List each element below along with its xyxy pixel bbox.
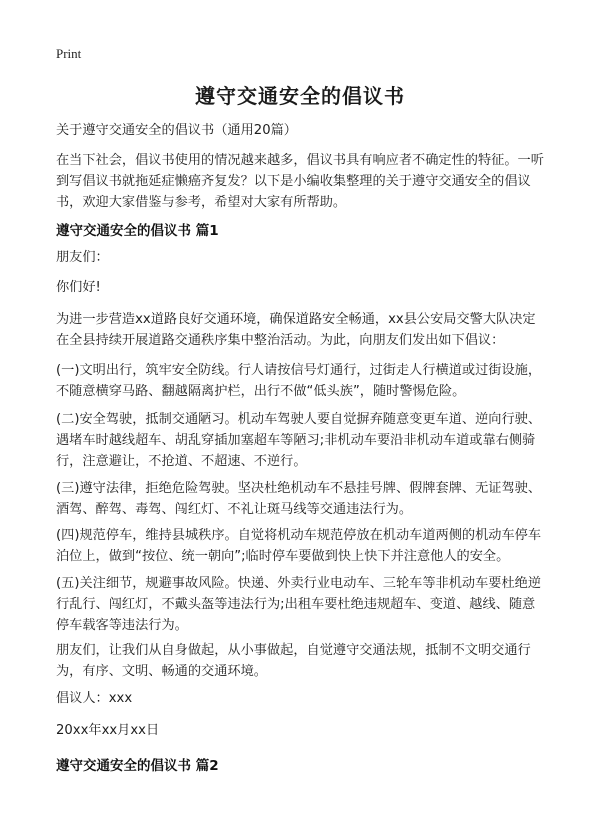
subtitle: 关于遵守交通安全的倡议书（通用20篇） [56,123,297,138]
article1-heading: 遵守交通安全的倡议书 篇1 [56,223,219,239]
article1-date: 20xx年xx月xx日 [56,723,160,738]
page-title: 遵守交通安全的倡议书 [195,84,405,108]
article2-heading: 遵守交通安全的倡议书 篇2 [56,758,219,774]
article1-paragraph-6: (五)关注细节，规避事故风险。快递、外卖行业电动车、三轮车等非机动车要杜绝逆行乱行、闯红灯，不戴头盔等违法行为;出租车要杜绝违规超车、变道、越线、随意停车载客等违法行为。 [56,576,542,633]
intro-paragraph: 在当下社会，倡议书使用的情况越来越多，倡议书具有响应者不确定性的特征。一听到写倡议书就拖延症懒癌齐复发？以下是小编收集整理的关于遵守交通安全的倡议书，欢迎大家借鉴与参考，希望对大家有所帮助。 [56,153,544,210]
article1-paragraph-1: 为进一步营造xx道路良好交通环境，确保道路安全畅通，xx县公安局交警大队决定在全县持续开展道路交通秩序集中整治活动。为此，向朋友们发出如下倡议： [56,312,536,348]
article1-paragraph-7: 朋友们，让我们从自身做起，从小事做起，自觉遵守交通法规，抵制不文明交通行为，有序、文明、畅通的交通环境。 [56,643,531,679]
print-link[interactable]: Print [56,46,82,61]
article1-paragraph-2: (一)文明出行，筑牢安全防线。行人请按信号灯通行，过街走人行横道或过街设施，不随意横穿马路、翻越隔离护栏，出行不做“低头族”，随时警惕危险。 [56,363,542,399]
article1-hello: 你们好! [56,280,101,295]
article1-signature: 倡议人：xxx [56,691,133,706]
article1-paragraph-4: (三)遵守法律，拒绝危险驾驶。坚决杜绝机动车不悬挂号牌、假牌套牌、无证驾驶、酒驾、醉驾、毒驾、闯红灯、不礼让斑马线等交通违法行为。 [56,481,542,517]
article1-greeting: 朋友们： [56,250,109,265]
article1-paragraph-5: (四)规范停车，维持县城秩序。自觉将机动车规范停放在机动车道两侧的机动车停车泊位上，做到“按位、统一朝向”;临时停车要做到快上快下并注意他人的安全。 [56,528,542,564]
article1-paragraph-3: (二)安全驾驶，抵制交通陋习。机动车驾驶人要自觉摒弃随意变更车道、逆向行驶、遇堵车时越线超车、胡乱穿插加塞超车等陋习;非机动车要沿非机动车道或靠右侧骑行，注意避让，不抢道、不超速、不逆行。 [56,412,542,469]
